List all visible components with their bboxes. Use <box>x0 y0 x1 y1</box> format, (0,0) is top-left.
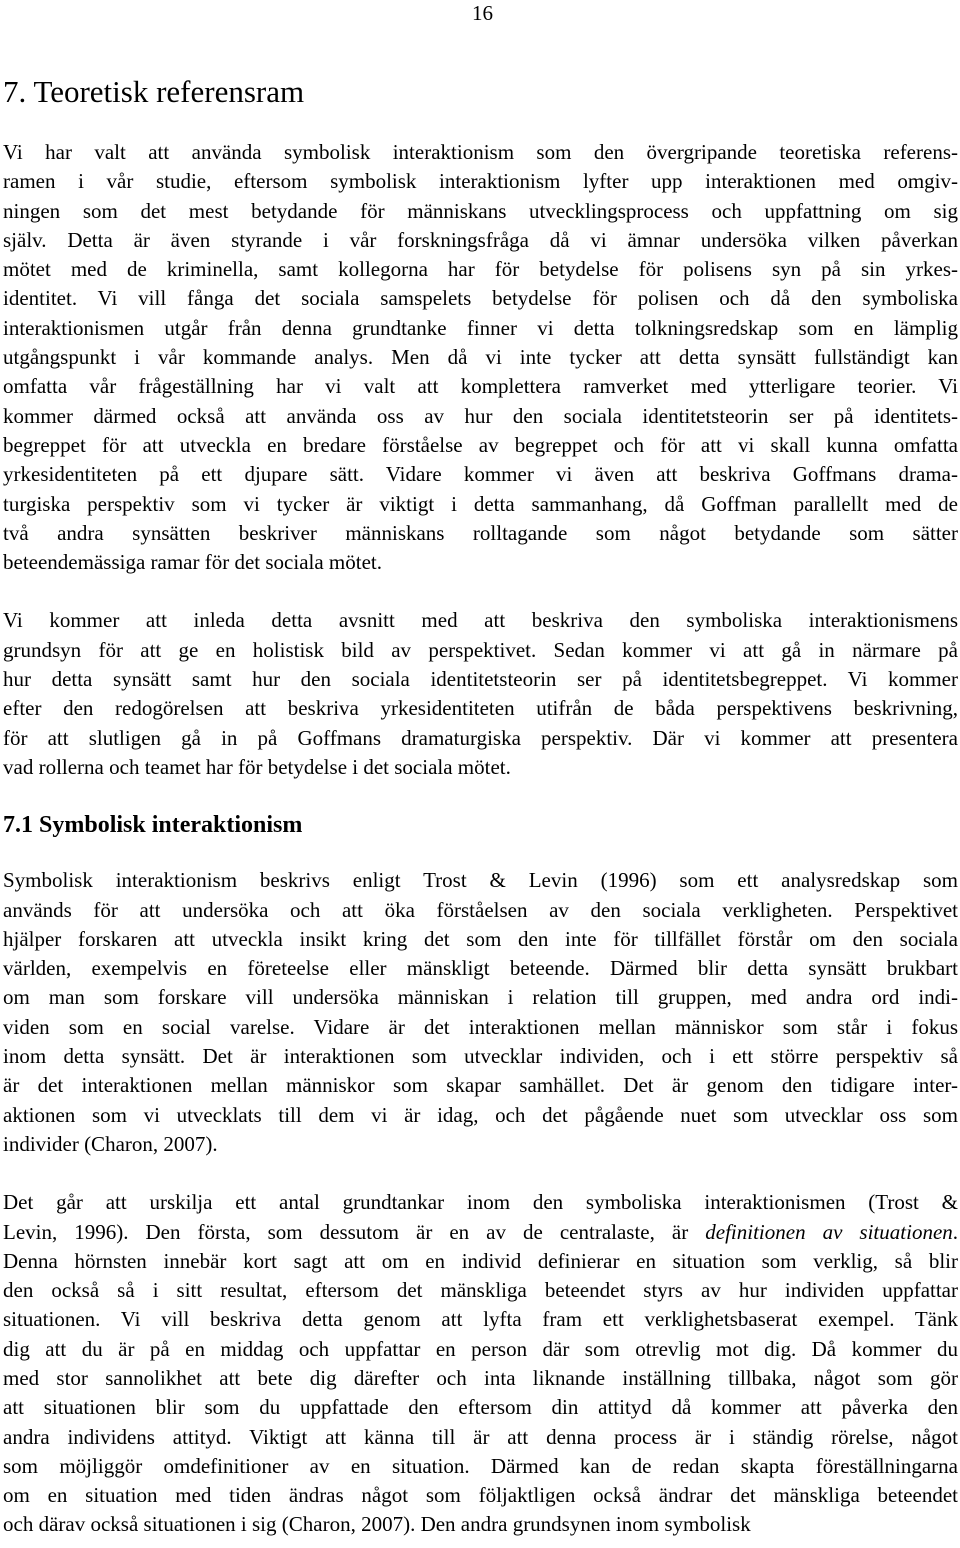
paragraph-rest <box>3 1247 958 1540</box>
text-line: andra individens attityd. Viktigt att känna till är att denna process är i ständig rörelse, något <box>3 1424 958 1449</box>
text-line: med stor sannolikhet att bete dig därefter och inta liknande inställning tillbaka, något som gör <box>3 1365 958 1390</box>
text-line: och därav också situationen i sig (Charon, 2007). Den andra grundsynen inom symbolisk <box>3 1512 751 1537</box>
text-line: ramen i vår studie, eftersom symbolisk interaktionism lyfter upp interaktionen med omgiv- <box>3 169 958 194</box>
text-line: situationen. Vi vill beskriva detta genom att lyfta fram ett verklighetsbaserat exempel. Tänk <box>3 1307 958 1332</box>
text-line: världen, exempelvis en företeelse eller mänskligt beteende. Därmed blir detta synsätt brukbart <box>3 956 958 981</box>
text-line: används för att undersöka och att öka förståelsen av den sociala verkligheten. Perspektivet <box>3 897 958 922</box>
text-line: själv. Detta är även styrande i vår forskningsfråga då vi ämnar undersöka vilken påverkan <box>3 227 958 252</box>
text-line: två andra synsätten beskriver människans rolltagande som något betydande som sätter <box>3 520 958 545</box>
text-line: viden som en social varelse. Vidare är det interaktionen mellan människor som står i fokus <box>3 1014 958 1039</box>
text-line: turgiska perspektiv som vi tycker är viktigt i detta sammanhang, då Goffman parallellt med de <box>3 491 958 516</box>
document-body <box>3 72 958 1540</box>
text-line: Vi har valt att använda symbolisk interaktionism som den övergripande teoretiska referens- <box>3 140 958 164</box>
text-line: efter den redogörelsen att beskriva yrkesidentiteten utifrån de båda perspektivens beskrivning, <box>3 696 958 721</box>
text-line: om man som forskare vill undersöka människan i relation till gruppen, med andra ord indi- <box>3 985 958 1010</box>
text-line: ningen som det mest betydande för människans utvecklingsprocess och uppfattning om sig <box>3 198 958 223</box>
text-line: begreppet för att utveckla en bredare förståelse av begreppet och för att vi skall kunna omfatta <box>3 432 958 457</box>
text-line: om en situation med tiden ändras något som följaktligen också ändrar det mänskliga beteendet <box>3 1483 958 1508</box>
text-line: interaktionismen utgår från denna grundtanke finner vi detta tolkningsredskap som en lämplig <box>3 315 958 340</box>
paragraph-outline <box>3 606 958 782</box>
text-line: utgångspunkt i vår kommande analys. Men då vi inte tycker att detta synsätt fullständigt kan <box>3 345 958 370</box>
text-run: Levin, 1996). Den första, som dessutom är en av de centralaste, är <box>3 1219 706 1244</box>
paragraph-symbolic-interactionism <box>3 866 958 1159</box>
text-line: för att slutligen gå in på Goffmans dramaturgiska perspektiv. Där vi kommer att presentera <box>3 725 958 750</box>
text-line: Vi kommer att inleda detta avsnitt med att beskriva den symboliska interaktionismens <box>3 608 958 633</box>
text-line: är det interaktionen mellan människor som skapar samhället. Det är genom den tidigare inter- <box>3 1073 958 1098</box>
text-line: dig att du är på en middag och uppfattar en person där som otrevlig mot dig. Då kommer du <box>3 1336 958 1361</box>
text-line: omfatta vår frågeställning har vi valt att komplettera ramverket med ytterligare teorier. Vi <box>3 374 958 399</box>
text-line: kommer därmed också att använda oss av hur den sociala identitetsteorin ser på identitets- <box>3 403 958 428</box>
text-line: grundsyn för att ge en holistisk bild av perspektivet. Sedan kommer vi att gå in närmare på <box>3 637 958 662</box>
text-line: inom detta synsätt. Det är interaktionen som utvecklar individen, och i ett större perspektiv så <box>3 1044 958 1069</box>
text-line: som möjliggör omdefinitioner av en situation. Därmed kan de redan skapta föreställningarna <box>3 1453 958 1478</box>
text-line: beteendemässiga ramar för det sociala mötet. <box>3 550 383 575</box>
text-line: den också så i sitt resultat, eftersom det mänskliga beteendet styrs av hur individen uppfattar <box>3 1278 958 1303</box>
text-line: identitet. Vi vill fånga det sociala samspelets betydelse för polisen och då den symboliska <box>3 286 958 311</box>
text-line: hur detta synsätt samt hur den sociala identitetsteorin ser på identitetsbegreppet. Vi kommer <box>3 667 958 692</box>
paragraph-definition-of-situation <box>3 1188 958 1540</box>
text-run: . <box>952 1219 959 1244</box>
text-line: mötet med de kriminella, samt kollegorna har för betydelse för polisens syn på sin yrkes- <box>3 257 958 282</box>
text-line: vad rollerna och teamet har för betydelse i det sociala mötet. <box>3 754 511 779</box>
emphasized-term: definitionen av situationen <box>705 1219 953 1244</box>
page-number: 16 <box>472 1 493 25</box>
text-line: hjälper forskaren att utveckla insikt kring det som den inte för tillfället förstår om den sociala <box>3 926 958 951</box>
text-line: yrkesidentiteten på ett djupare sätt. Vidare kommer vi även att beskriva Goffmans drama- <box>3 462 958 487</box>
text-line <box>3 1218 958 1247</box>
paragraph-intro <box>3 138 958 577</box>
text-line: Symbolisk interaktionism beskrivs enligt Trost & Levin (1996) som ett analysredskap som <box>3 868 958 893</box>
text-line: Denna hörnsten innebär kort sagt att om en individ definierar en situation som verklig, så blir <box>3 1248 958 1273</box>
text-line: att situationen blir som du uppfattade den eftersom din attityd då kommer att påverka den <box>3 1395 958 1420</box>
text-line: individer (Charon, 2007). <box>3 1131 218 1156</box>
section-heading: 7. Teoretisk referensram <box>3 74 305 109</box>
text-line: Det går att urskilja ett antal grundtankar inom den symboliska interaktionismen (Trost & <box>3 1190 958 1215</box>
subsection-heading: 7.1 Symbolisk interaktionism <box>3 812 303 839</box>
text-line: aktionen som vi utvecklats till dem vi är idag, och det pågående nuet som utvecklar oss som <box>3 1102 958 1127</box>
